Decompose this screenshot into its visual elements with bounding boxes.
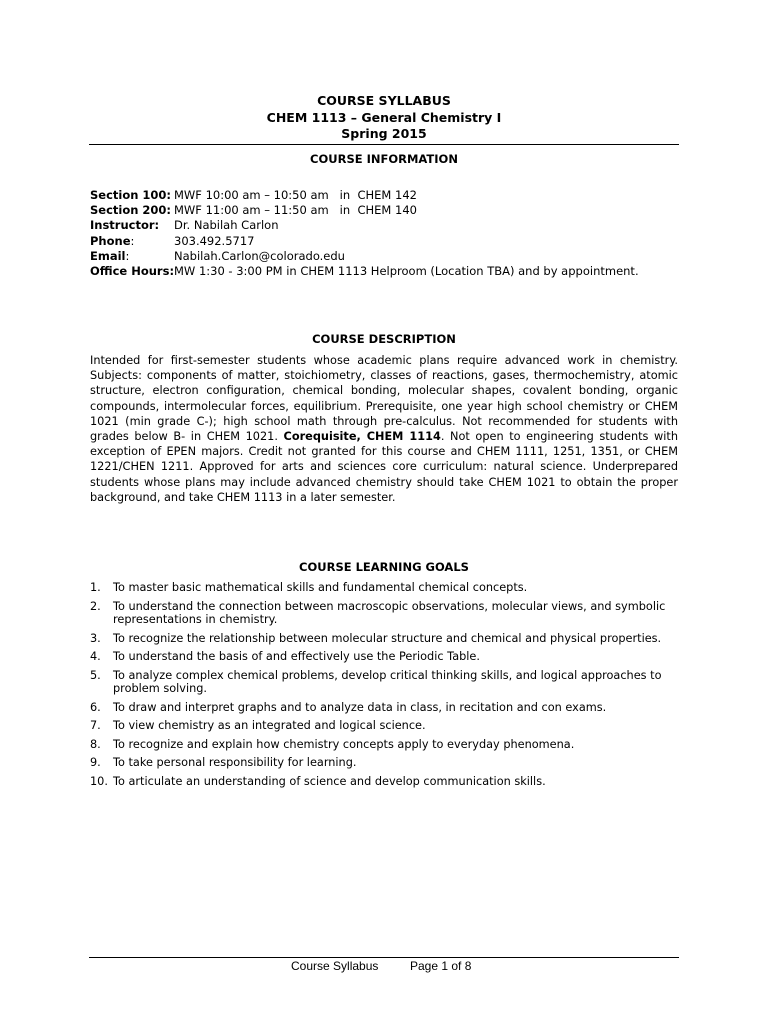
info-label: Section 100: — [90, 188, 172, 202]
item-number: 5. — [90, 668, 101, 682]
info-value: 303.492.5717 — [174, 233, 255, 248]
list-item — [90, 775, 680, 789]
item-text: To take personal responsibility for learning. — [113, 756, 357, 769]
item-number: 1. — [90, 581, 101, 594]
item-number: 7. — [90, 719, 101, 732]
info-row — [90, 203, 639, 218]
item-text: To analyze complex chemical problems, develop critical thinking skills, and logical approaches to problem solving. — [113, 668, 662, 695]
description-text-part: . Not open to engineering students with exception of EPEN majors. Credit not granted for this course and CHEM 1111, 1251, 1351, or CHEM 1221/CHEN 1211. Approved for arts and sciences core curriculum: natural science. Underprepared students whose plans may include advanced chemistry should take CHEM 1021 to obtain the proper background, and take CHEM 1113 in a later semester. — [90, 430, 678, 504]
course-information-heading: COURSE INFORMATION — [310, 152, 458, 166]
corequisite-text: Corequisite, CHEM 1114 — [283, 430, 441, 444]
item-text: To view chemistry as an integrated and logical science. — [113, 719, 426, 732]
item-number: 4. — [90, 650, 101, 663]
info-row — [90, 249, 639, 264]
label-colon: : — [125, 248, 130, 263]
info-value: MW 1:30 - 3:00 PM in CHEM 1113 Helproom (Location TBA) and by appointment. — [174, 264, 639, 279]
info-label: Office Hours: — [90, 264, 175, 279]
course-description-heading: COURSE DESCRIPTION — [312, 332, 456, 346]
item-text: To recognize and explain how chemistry concepts apply to everyday phenomena. — [113, 737, 575, 751]
learning-goals-heading: COURSE LEARNING GOALS — [299, 560, 469, 574]
info-row — [90, 264, 639, 279]
email-label: Email — [90, 248, 126, 263]
item-text: To draw and interpret graphs and to analyze data in class, in recitation and con exams. — [113, 700, 607, 714]
info-row — [90, 234, 639, 249]
item-number: 10. — [90, 774, 108, 788]
page-number: Page 1 of 8 — [410, 959, 472, 973]
list-item — [90, 701, 680, 715]
footer-rule — [89, 957, 679, 958]
item-text: To articulate an understanding of science and develop communication skills. — [113, 774, 546, 788]
info-label: Section 200: — [90, 203, 172, 218]
info-row — [90, 188, 639, 203]
item-number: 9. — [90, 756, 101, 769]
document-title — [0, 93, 768, 143]
phone-label: Phone — [90, 233, 131, 248]
list-item — [90, 738, 680, 752]
course-information-block — [90, 188, 639, 279]
title-line-3: Spring 2015 — [341, 126, 427, 141]
item-number: 8. — [90, 737, 101, 751]
list-item — [90, 669, 680, 696]
item-number: 2. — [90, 599, 101, 613]
course-description-text — [90, 353, 678, 505]
info-row — [90, 218, 639, 233]
item-text: To understand the connection between macroscopic observations, molecular views, and symbolic representations in chemistry. — [113, 599, 666, 626]
title-line-1: COURSE SYLLABUS — [317, 93, 451, 108]
item-text: To understand the basis of and effectively use the Periodic Table. — [113, 650, 480, 663]
item-text: To master basic mathematical skills and fundamental chemical concepts. — [113, 581, 528, 594]
info-value: MWF 11:00 am – 11:50 am in CHEM 140 — [174, 203, 417, 218]
description-text-part: Intended for first-semester students whose academic plans require advanced work in chemistry. Subjects: components of matter, stoichiometry, classes of reactions, gases, thermochemistry, atomic structure, electron configuration, chemical bonding, molecular shapes, covalent bonding, organic compounds, intermolecular forces, equilibrium. Prerequisite, one year high school chemistry or CHEM 1021 (min grade C-); high school math through pre-calculus. Not recommended for students with grades below B- in CHEM 1021. — [90, 354, 678, 444]
info-value: Nabilah.Carlon@colorado.edu — [174, 248, 345, 263]
item-number: 3. — [90, 631, 101, 645]
learning-goals-list — [90, 581, 680, 793]
list-item — [90, 581, 680, 595]
list-item — [90, 632, 680, 646]
list-item — [90, 719, 680, 733]
footer-title: Course Syllabus — [291, 959, 379, 973]
list-item — [90, 600, 680, 627]
info-value: MWF 10:00 am – 10:50 am in CHEM 142 — [174, 188, 417, 202]
title-line-2: CHEM 1113 – General Chemistry I — [266, 109, 502, 125]
list-item — [90, 650, 680, 664]
list-item — [90, 756, 680, 770]
info-label: Instructor: — [90, 218, 160, 233]
label-colon: : — [130, 233, 135, 248]
info-label — [90, 234, 174, 249]
info-value: Dr. Nabilah Carlon — [174, 218, 279, 233]
item-number: 6. — [90, 700, 101, 714]
header-rule — [89, 144, 679, 145]
item-text: To recognize the relationship between molecular structure and chemical and physical properties. — [113, 631, 662, 645]
info-label — [90, 249, 174, 264]
